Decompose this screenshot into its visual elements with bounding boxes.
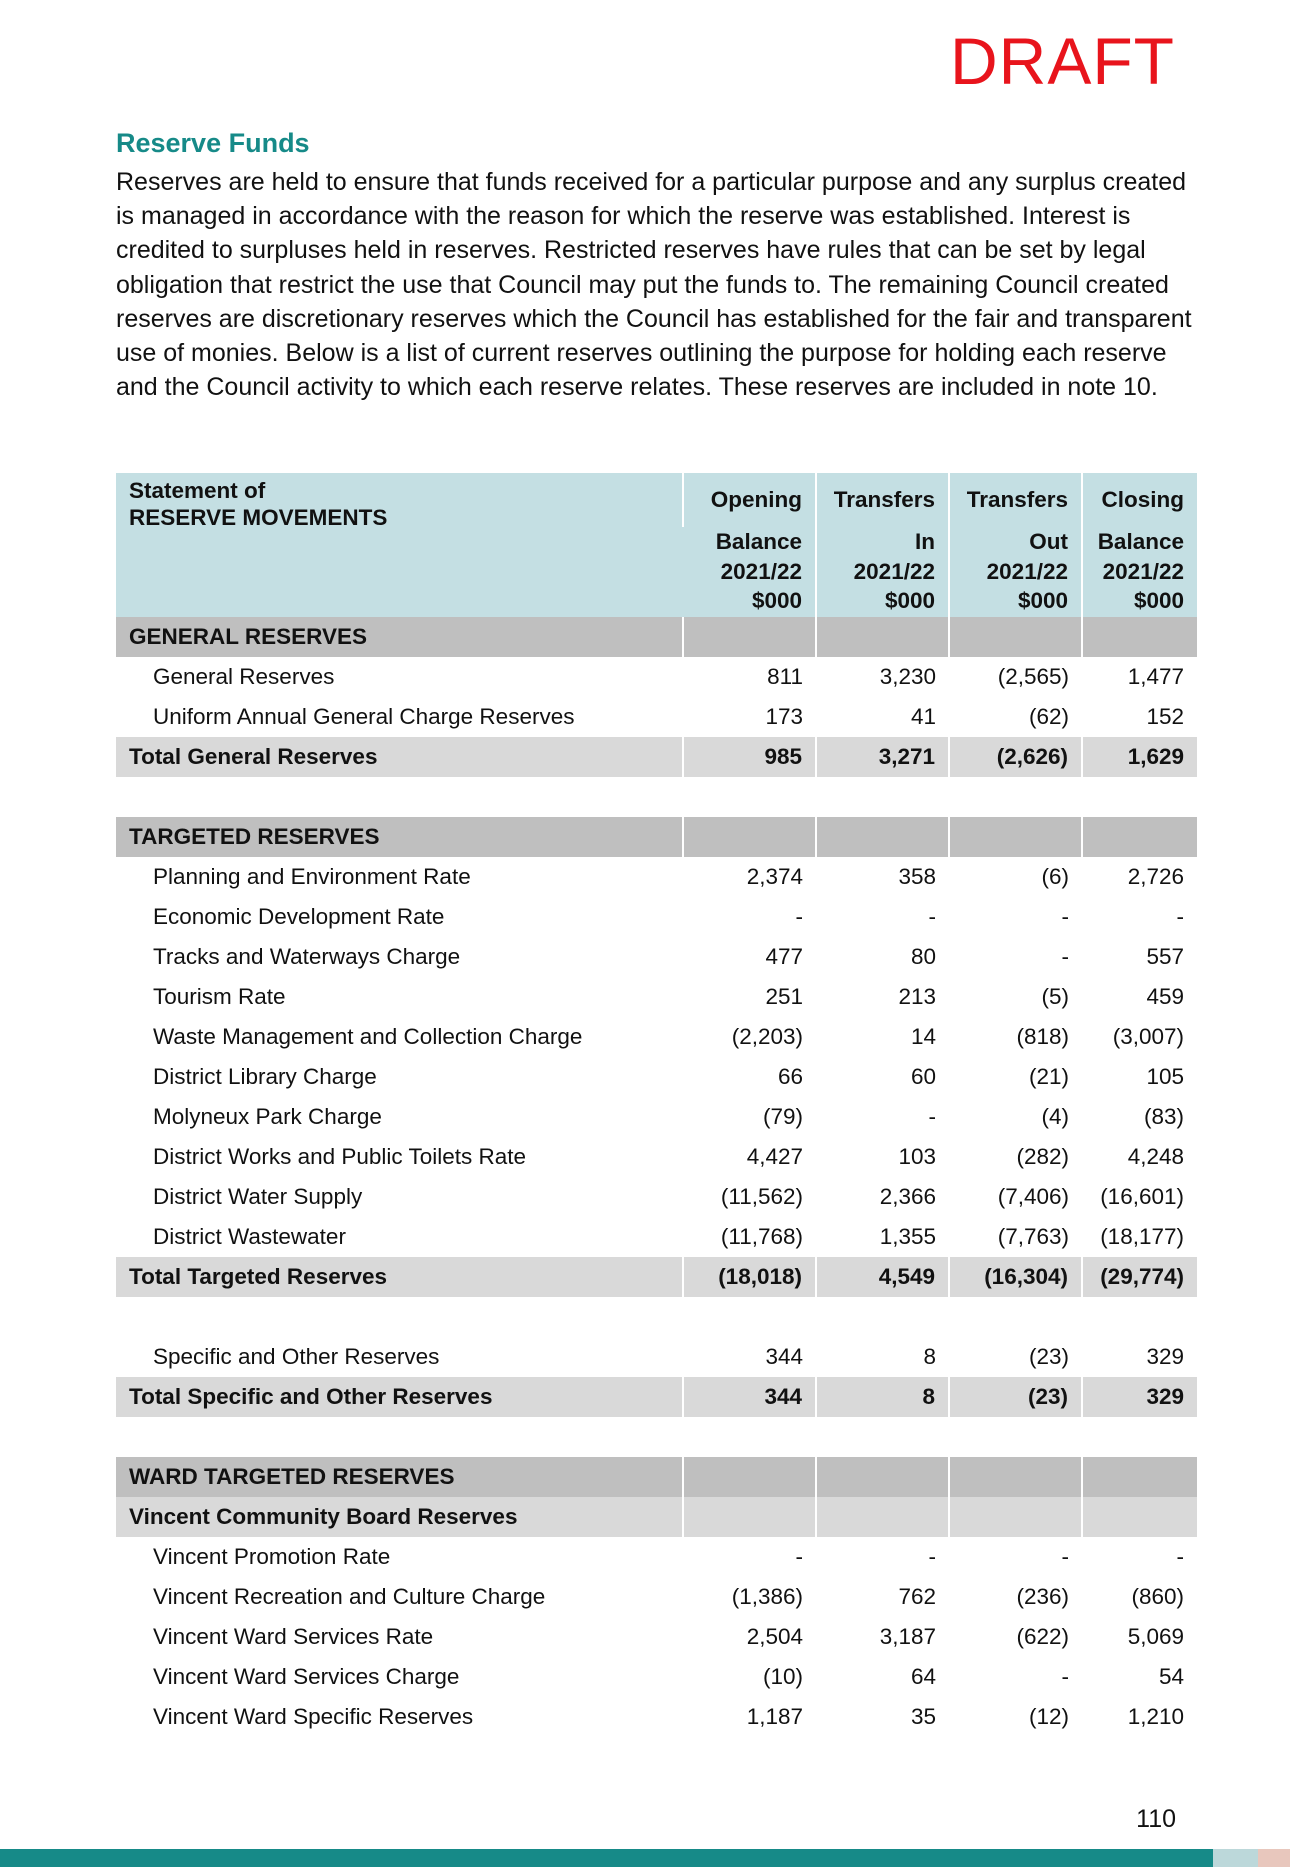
row-value: 103 [898,1144,936,1169]
table-row [116,1137,1197,1177]
table-header-row [116,473,1197,527]
table-row [116,657,1197,697]
spacer-row [116,777,1197,817]
table-row [116,1177,1197,1217]
row-label: Vincent Recreation and Culture Charge [153,1584,546,1609]
table-row [116,1337,1197,1377]
row-value: (29,774) [1082,1257,1197,1297]
total-row [116,1377,1197,1417]
column-subheader [816,527,949,617]
section-header [116,1457,1197,1497]
row-value: (16,601) [1100,1184,1184,1209]
row-value: (1,386) [731,1584,803,1609]
column-subheader-line: Balance [1097,529,1184,554]
row-value: (11,562) [720,1184,803,1209]
intro-text: Reserves are held to ensure that funds received for a particular purpose and any surplus created is managed in accordance with the reason for which the reserve was established. Interest is credited to surpluses held in reserves. Restricted reserves have rules that can be set by legal obligation that restrict the use that Council may put the funds to. The remaining Council created reserves are discretionary reserves which the Council has established for the fair and transparent use of monies. Below is a list of current reserves outlining the purpose for holding each reserve and the Council activity to which each reserve relates. These reserves are included in note 10. [116,168,1192,402]
table-row [116,1017,1197,1057]
row-value: 152 [1146,704,1184,729]
subsection-header [116,1497,1197,1537]
row-value: - [1061,944,1069,969]
row-value: (818) [1016,1024,1069,1049]
column-header: Closing [1082,473,1197,527]
footer-accent [1213,1849,1258,1867]
row-value: 2,374 [746,864,803,889]
table-row [116,1537,1197,1577]
row-value: - [795,904,803,929]
row-value: 54 [1158,1664,1184,1689]
row-value: (2,565) [997,664,1069,689]
empty-cell [683,1457,816,1497]
table-row [116,977,1197,1017]
row-value: (7,406) [997,1184,1069,1209]
row-value: - [1061,1544,1069,1569]
row-label: Waste Management and Collection Charge [153,1024,583,1049]
column-subheader-line: $000 [751,588,802,613]
empty-cell [1082,617,1197,657]
row-label: District Works and Public Toilets Rate [153,1144,527,1169]
row-value: 329 [1146,1344,1184,1369]
row-value: 66 [777,1064,803,1089]
empty-cell [949,817,1082,857]
row-value: (12) [1028,1704,1069,1729]
column-subheader-line: $000 [884,588,935,613]
row-value: (79) [762,1104,803,1129]
empty-cell [1082,817,1197,857]
row-value: 1,355 [879,1224,936,1249]
table-row [116,857,1197,897]
row-value: (10) [762,1664,803,1689]
footer-bar [0,1849,1213,1867]
row-label: Specific and Other Reserves [153,1344,440,1369]
row-value: (6) [1041,864,1069,889]
row-label: Planning and Environment Rate [153,864,471,889]
row-value: - [795,1544,803,1569]
empty-cell [1082,1457,1197,1497]
column-header: Transfers [816,473,949,527]
row-value: - [1061,1664,1069,1689]
column-subheader-line: Out [1029,529,1068,554]
row-value: 557 [1146,944,1184,969]
table-row [116,1697,1197,1737]
row-value: 1,629 [1082,737,1197,777]
row-value: 173 [765,704,803,729]
spacer-row [116,1297,1197,1337]
empty-cell [1082,1497,1197,1537]
row-label: District Wastewater [153,1224,346,1249]
row-label: Total Targeted Reserves [116,1257,683,1297]
table-row [116,937,1197,977]
section-label: Vincent Community Board Reserves [116,1497,683,1537]
table-row [116,1577,1197,1617]
reserve-movements-table [116,473,1197,1737]
column-subheader-line: In [915,529,935,554]
spacer-cell [116,1417,1197,1457]
row-value: 1,210 [1127,1704,1184,1729]
row-value: 3,230 [879,664,936,689]
table-row [116,1057,1197,1097]
row-label: Vincent Ward Services Rate [153,1624,434,1649]
row-label: Uniform Annual General Charge Reserves [153,704,575,729]
row-value: - [1061,904,1069,929]
row-value: 811 [767,664,803,689]
row-value: - [928,904,936,929]
row-value: (16,304) [949,1257,1082,1297]
spacer-row [116,1417,1197,1457]
footer-accent [1258,1849,1290,1867]
row-value: 80 [910,944,936,969]
row-label: Vincent Promotion Rate [153,1544,391,1569]
row-value: 3,271 [816,737,949,777]
row-label: Total Specific and Other Reserves [116,1377,683,1417]
total-row [116,1257,1197,1297]
row-value: 1,477 [1127,664,1184,689]
row-value: 477 [765,944,803,969]
row-value: 2,504 [746,1624,803,1649]
row-value: 329 [1082,1377,1197,1417]
row-value: 251 [765,984,803,1009]
column-subheader [949,527,1082,617]
row-value: 358 [898,864,936,889]
table-row [116,1097,1197,1137]
column-subheader-line: Balance [715,529,802,554]
row-value: 2,726 [1127,864,1184,889]
spacer-cell [116,1297,1197,1337]
column-subheader-line: 2021/22 [1102,558,1184,584]
row-value: 64 [910,1664,936,1689]
row-value: (3,007) [1112,1024,1184,1049]
column-subheader [1082,527,1197,617]
table-row [116,1217,1197,1257]
row-value: 4,427 [746,1144,803,1169]
row-value: 985 [683,737,816,777]
empty-cell [949,617,1082,657]
row-value: - [1176,1544,1184,1569]
row-label: Vincent Ward Services Charge [153,1664,460,1689]
row-value: (5) [1041,984,1069,1009]
table-title-line1: Statement of [129,478,266,503]
row-value: 762 [898,1584,936,1609]
row-value: 8 [923,1344,936,1369]
row-value: - [1176,904,1184,929]
column-header: Transfers [949,473,1082,527]
section-label: WARD TARGETED RESERVES [116,1457,683,1497]
row-value: (236) [1016,1584,1069,1609]
row-value: (2,203) [731,1024,803,1049]
column-subheader-line: $000 [1133,588,1184,613]
row-value: 4,549 [816,1257,949,1297]
row-value: (11,768) [720,1224,803,1249]
intro-paragraph [116,165,1206,404]
empty-cell [683,817,816,857]
table-row [116,1617,1197,1657]
row-label: Economic Development Rate [153,904,445,929]
row-value: 344 [765,1344,803,1369]
row-label: District Water Supply [153,1184,363,1209]
row-value: (23) [1028,1344,1069,1369]
table-row [116,1657,1197,1697]
row-value: 41 [910,704,936,729]
empty-cell [683,1497,816,1537]
row-label: District Library Charge [153,1064,377,1089]
row-label: Molyneux Park Charge [153,1104,382,1129]
row-value: 3,187 [879,1624,936,1649]
empty-cell [816,1497,949,1537]
section-header [116,617,1197,657]
empty-cell [949,1457,1082,1497]
row-value: 5,069 [1127,1624,1184,1649]
row-value: (2,626) [949,737,1082,777]
row-value: (622) [1016,1624,1069,1649]
column-subheader-line: 2021/22 [853,558,935,584]
column-header: Opening [683,473,816,527]
row-label: Tracks and Waterways Charge [153,944,461,969]
row-value: (21) [1028,1064,1069,1089]
row-label: Total General Reserves [116,737,683,777]
column-subheader-line: 2021/22 [720,558,802,584]
empty-cell [816,1457,949,1497]
row-value: 105 [1146,1064,1184,1089]
row-label: General Reserves [153,664,335,689]
row-value: (860) [1131,1584,1184,1609]
empty-cell [683,617,816,657]
table-title-line2: RESERVE MOVEMENTS [129,505,388,530]
empty-cell [816,817,949,857]
column-subheader-line: 2021/22 [986,558,1068,584]
row-value: - [928,1104,936,1129]
total-row [116,737,1197,777]
table-row [116,897,1197,937]
row-value: (7,763) [997,1224,1069,1249]
row-value: (18,177) [1100,1224,1184,1249]
section-heading: Reserve Funds [116,128,310,158]
row-label: Vincent Ward Specific Reserves [153,1704,474,1729]
row-value: (23) [949,1377,1082,1417]
empty-cell [816,617,949,657]
table-row [116,697,1197,737]
row-value: 459 [1146,984,1184,1009]
row-value: (18,018) [683,1257,816,1297]
row-label: Tourism Rate [153,984,286,1009]
column-subheader [683,527,816,617]
row-value: 4,248 [1127,1144,1184,1169]
row-value: (62) [1028,704,1069,729]
row-value: - [928,1544,936,1569]
row-value: 1,187 [746,1704,803,1729]
row-value: (4) [1041,1104,1069,1129]
row-value: 14 [910,1024,936,1049]
draft-watermark: DRAFT [950,24,1175,98]
row-value: 2,366 [879,1184,936,1209]
spacer-cell [116,777,1197,817]
row-value: 213 [898,984,936,1009]
row-value: 8 [816,1377,949,1417]
row-value: 344 [683,1377,816,1417]
empty-cell [949,1497,1082,1537]
page-number: 110 [1136,1805,1176,1833]
row-value: (282) [1016,1144,1069,1169]
row-value: 60 [910,1064,936,1089]
row-value: 35 [910,1704,936,1729]
row-value: (83) [1143,1104,1184,1129]
table-title [116,473,683,617]
section-label: GENERAL RESERVES [116,617,683,657]
column-subheader-line: $000 [1017,588,1068,613]
section-header [116,817,1197,857]
section-label: TARGETED RESERVES [116,817,683,857]
